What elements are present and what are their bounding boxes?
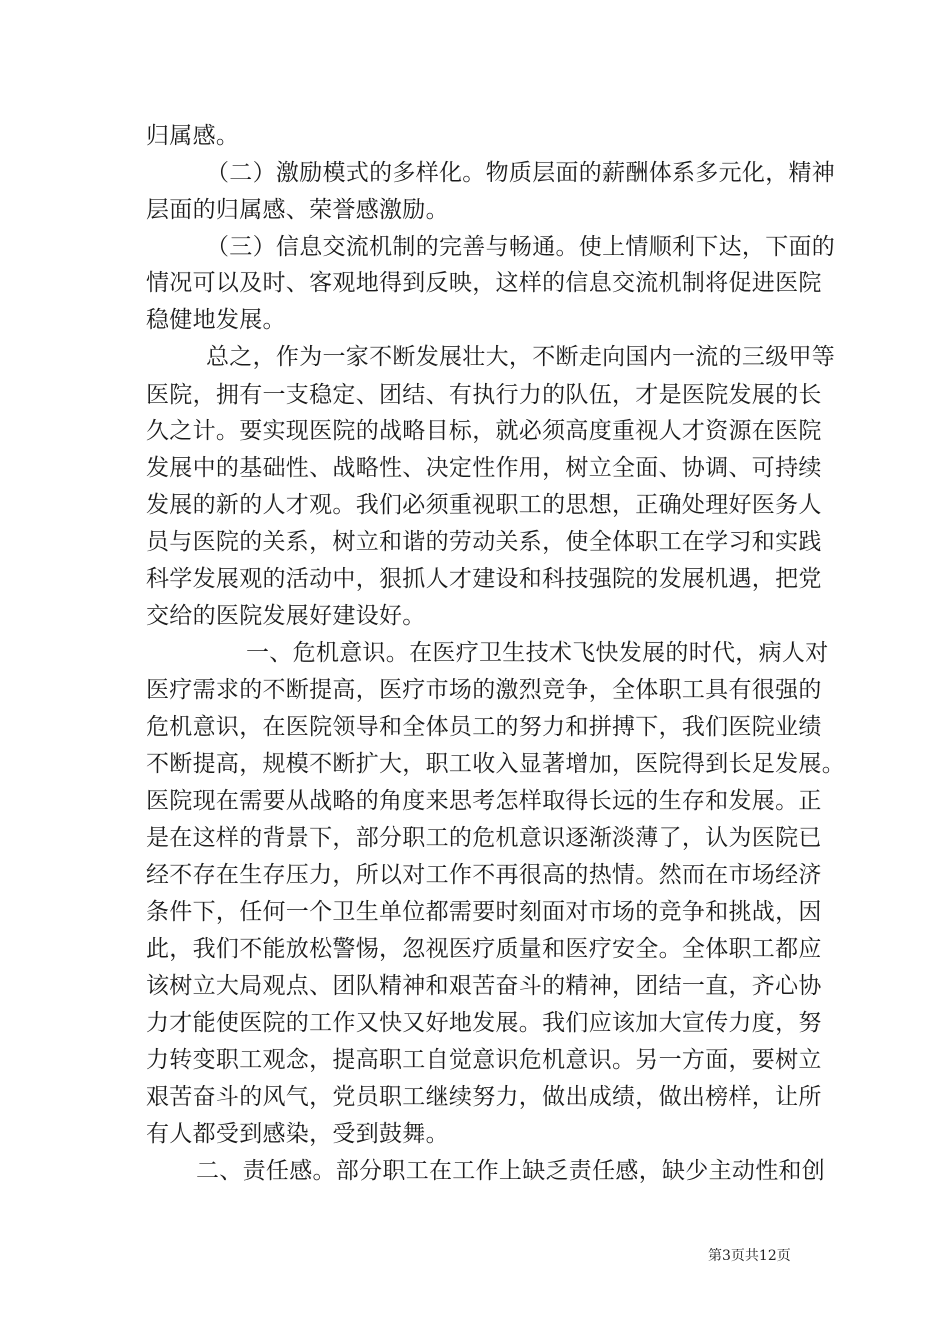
text-line: 二、责任感。部分职工在工作上缺乏责任感，缺少主动性和创 [196, 1158, 826, 1184]
text-line: 艰苦奋斗的风气，党员职工继续努力，做出成绩，做出榜样，让所 [146, 1084, 822, 1110]
text-line: （三）信息交流机制的完善与畅通。使上情顺利下达，下面的 [206, 234, 836, 260]
text-line: 经不存在生存压力，所以对工作不再很高的热情。然而在市场经济 [146, 862, 822, 888]
text-line: 该树立大局观点、团队精神和艰苦奋斗的精神，团结一直，齐心协 [146, 973, 822, 999]
text-line: 危机意识，在医院领导和全体员工的努力和拼搏下，我们医院业绩 [146, 714, 822, 740]
text-line: 一、危机意识。在医疗卫生技术飞快发展的时代，病人对 [246, 640, 829, 666]
text-line: 情况可以及时、客观地得到反映，这样的信息交流机制将促进医院 [146, 270, 822, 296]
text-line: 有人都受到感染，受到鼓舞。 [146, 1121, 449, 1147]
text-line: 条件下，任何一个卫生单位都需要时刻面对市场的竞争和挑战，因 [146, 899, 822, 925]
page-number: 第3页共12页 [708, 1248, 791, 1264]
text-line: 力才能使医院的工作又快又好地发展。我们应该加大宣传力度，努 [146, 1010, 822, 1036]
text-line: 力转变职工观念，提高职工自觉意识危机意识。另一方面，要树立 [146, 1047, 822, 1073]
text-line: 员与医院的关系，树立和谐的劳动关系，使全体职工在学习和实践 [146, 529, 822, 555]
text-line: 发展的新的人才观。我们必须重视职工的思想，正确处理好医务人 [146, 492, 822, 518]
text-line: 稳健地发展。 [146, 307, 286, 333]
text-line: 是在这样的背景下，部分职工的危机意识逐渐淡薄了，认为医院已 [146, 825, 822, 851]
text-line: 总之，作为一家不断发展壮大，不断走向国内一流的三级甲等 [206, 344, 836, 370]
text-line: 此，我们不能放松警惕，忽视医疗质量和医疗安全。全体职工都应 [146, 936, 822, 962]
text-line: 医院现在需要从战略的角度来思考怎样取得长远的生存和发展。正 [146, 788, 822, 814]
text-line: 归属感。 [146, 123, 240, 149]
text-line: 医疗需求的不断提高，医疗市场的激烈竞争，全体职工具有很强的 [146, 677, 822, 703]
text-line: 不断提高，规模不断扩大，职工收入显著增加，医院得到长足发展。 [146, 751, 845, 777]
text-line: 科学发展观的活动中，狠抓人才建设和科技强院的发展机遇，把党 [146, 566, 822, 592]
text-line: 发展中的基础性、战略性、决定性作用，树立全面、协调、可持续 [146, 455, 822, 481]
text-line: （二）激励模式的多样化。物质层面的薪酬体系多元化，精神 [206, 160, 836, 186]
text-line: 交给的医院发展好建设好。 [146, 603, 426, 629]
text-line: 久之计。要实现医院的战略目标，就必须高度重视人才资源在医院 [146, 418, 822, 444]
text-line: 医院，拥有一支稳定、团结、有执行力的队伍，才是医院发展的长 [146, 382, 822, 408]
text-line: 层面的归属感、荣誉感激励。 [146, 197, 449, 223]
